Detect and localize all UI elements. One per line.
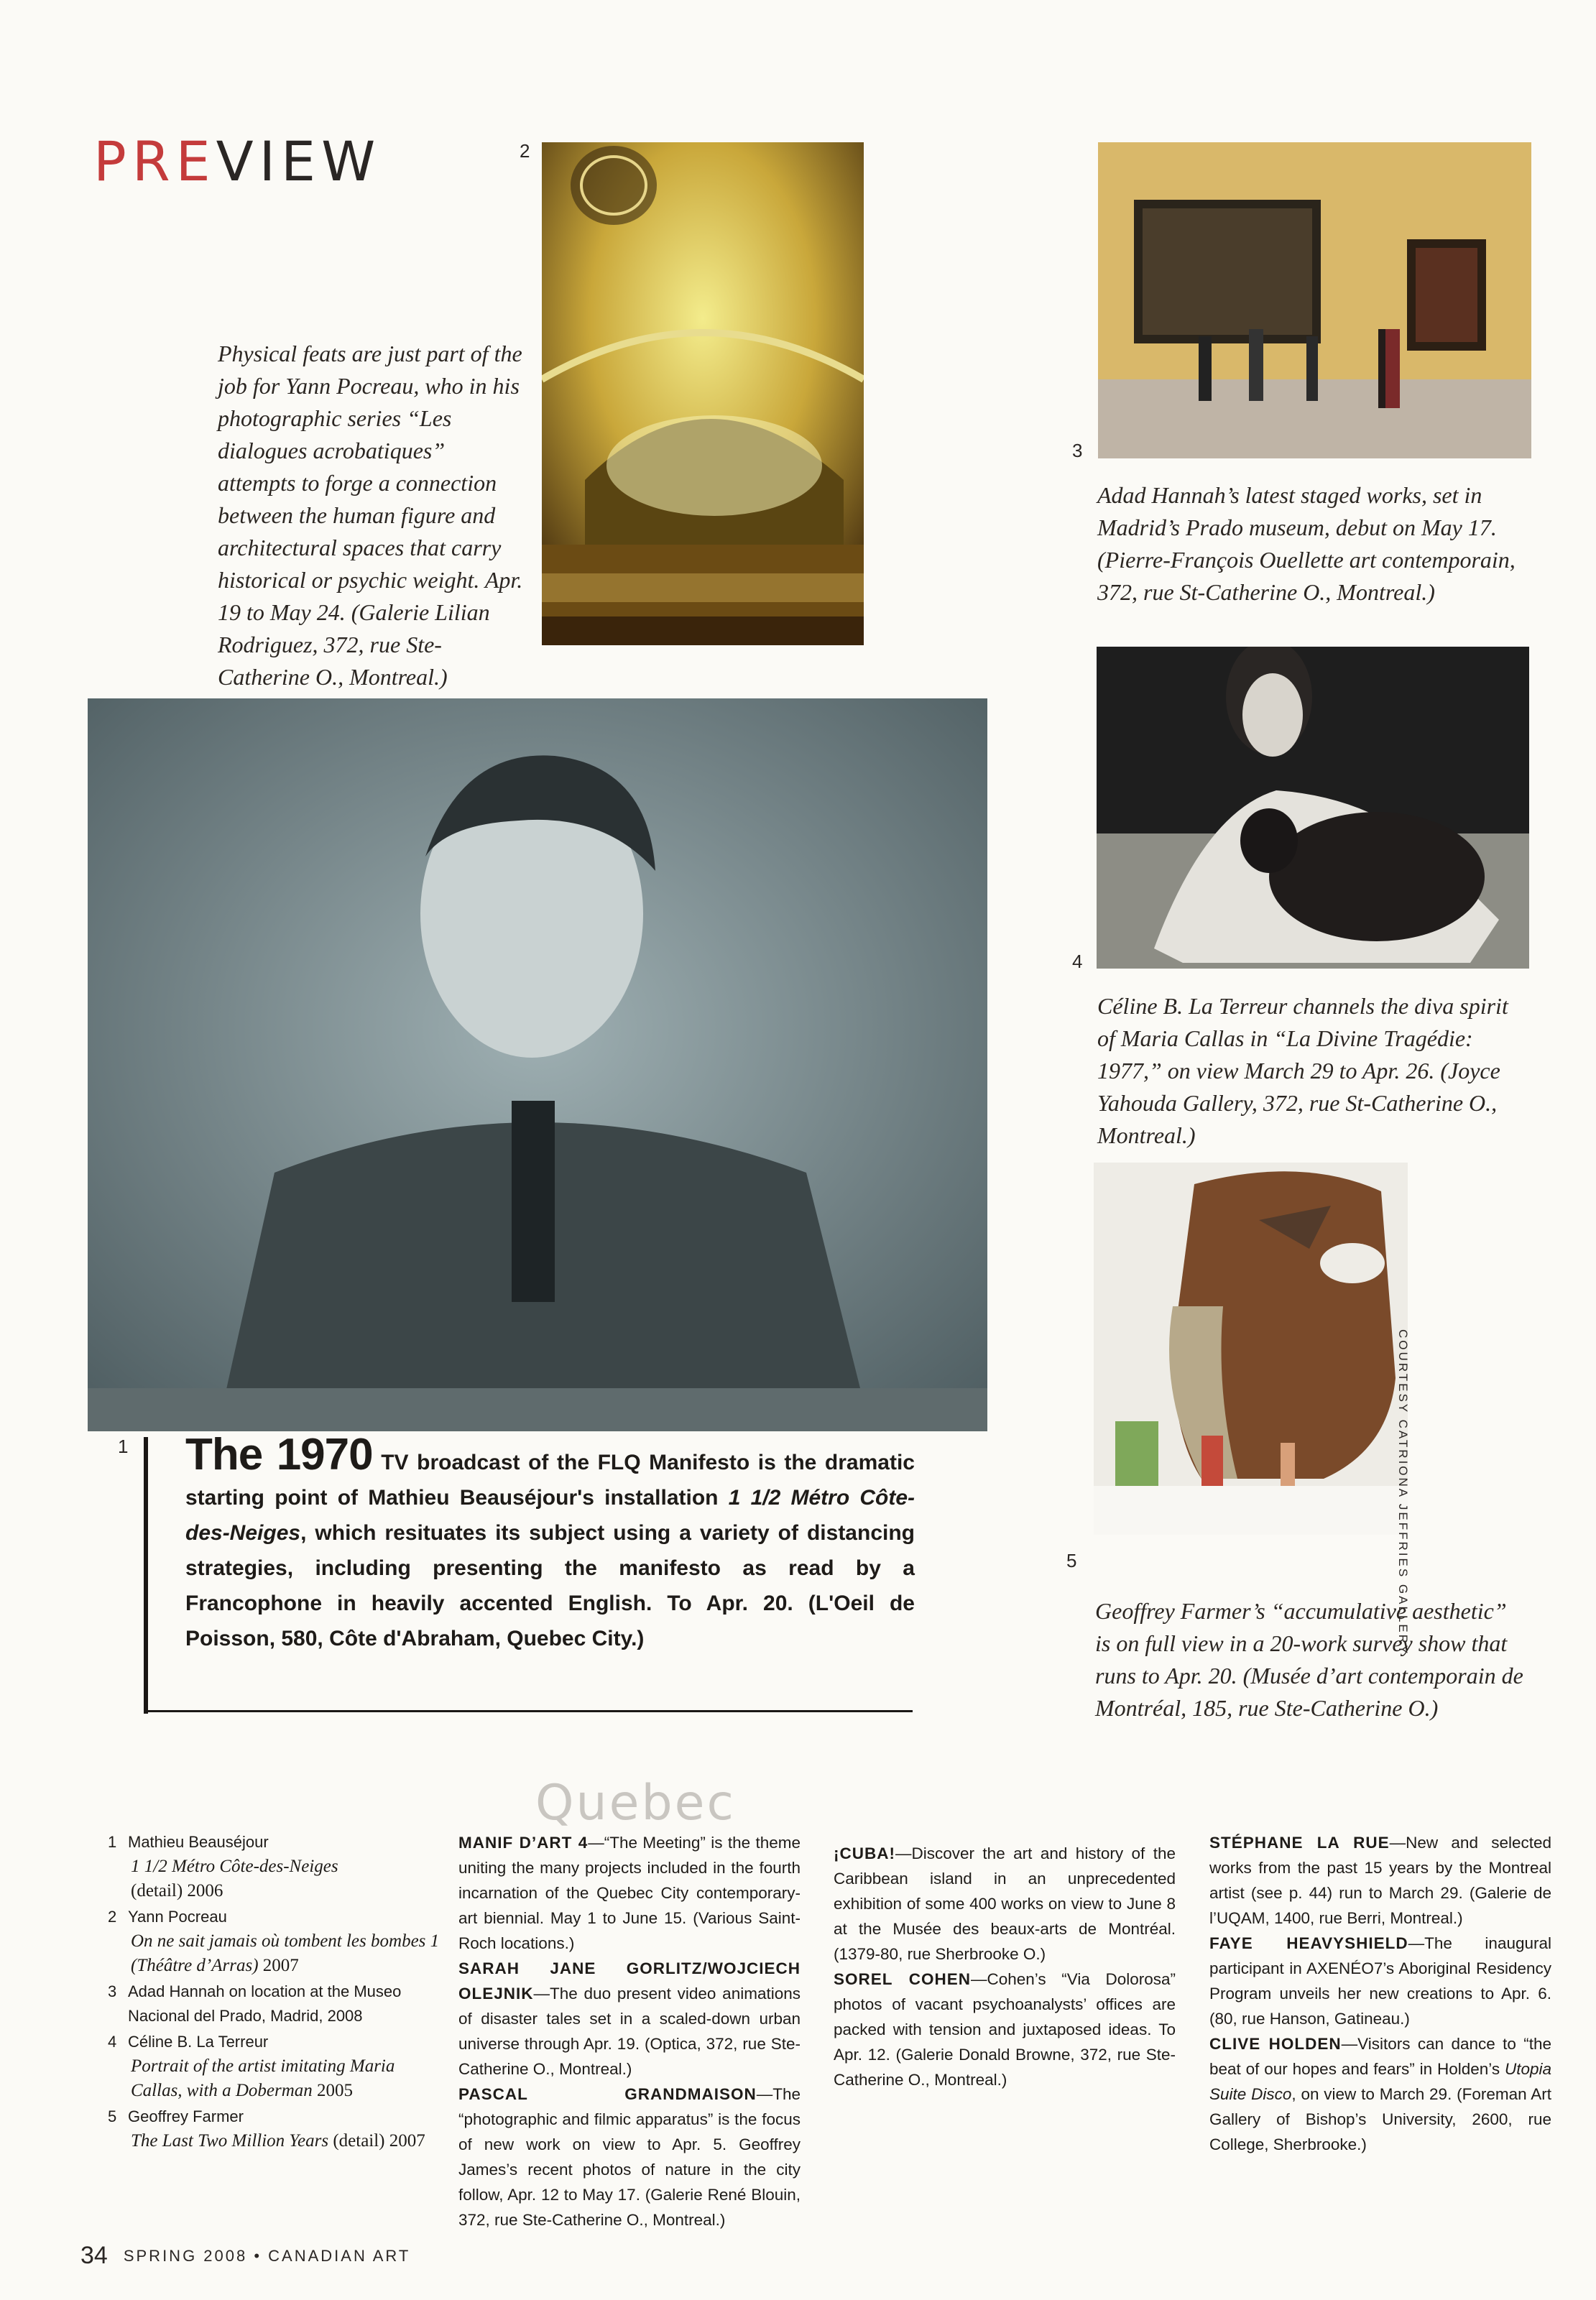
listing-manif-dart: [458, 1830, 801, 1956]
listing-name: STÉPHANE LA RUE: [1209, 1834, 1390, 1852]
listing-text: —Visitors can dance to “the beat of our hopes and fears” in Holden’s: [1209, 2035, 1551, 2078]
figure-4-photo: [1097, 647, 1529, 969]
feature-caption-rule-bottom: [144, 1710, 913, 1712]
credit-item: [108, 1980, 446, 2028]
page-number: 34: [80, 2242, 108, 2269]
credit-work: On ne sait jamais où tombent les bombes 1 (Théâtre d’Arras): [131, 1931, 440, 1975]
listing-cuba: [834, 1841, 1176, 1967]
credit-work: The Last Two Million Years: [131, 2131, 329, 2151]
listing-la-rue: [1209, 1830, 1551, 1931]
listing-grandmaison: [458, 2082, 801, 2232]
feature-caption-rest: , which resituates its subject using a variety of distancing strategies, including presenting the manifesto as read by a Francophone in heavily accented English. To Apr. 20. (L'Oeil de Poisson, 580, Côte d'Abraham, Quebec City.): [185, 1521, 915, 1650]
listing-text: —New and selected works from the past 15 years by the Montreal artist (see p. 44) run to March 29. (Galerie de l’UQAM, 1400, rue Berri, Montreal.): [1209, 1834, 1552, 1927]
credit-work: 1 1/2 Métro Côte-des-Neiges: [131, 1857, 338, 1876]
credit-item: [108, 2105, 446, 2153]
feature-caption-work-title: 1 1/2 Métro Côte-des-Neiges: [185, 1486, 915, 1545]
figure-5-number: 5: [1066, 1550, 1077, 1571]
listing-text: —The duo present video animations of disaster tales set in a scaled-down urban universe through Apr. 19. (Optica, 372, rue Ste-Catherine O., Montreal.): [458, 1985, 801, 2078]
feature-caption: [185, 1430, 915, 1656]
credit-year: 2007: [262, 1956, 299, 1975]
credit-item: [108, 1830, 446, 1903]
listings-column-3: [1209, 1830, 1551, 2157]
listing-name: CLIVE HOLDEN: [1209, 2035, 1342, 2053]
listing-text: —“The Meeting” is the theme uniting the many projects included in the fourth incarnation of the Quebec City contemporary-art biennial. May 1 to June 15. (Various Saint-Roch locations.): [458, 1834, 801, 1952]
listing-text: , on view to March 29. (Foreman Art Gallery of Bishop’s University, 2600, rue College, Sherbrooke.): [1209, 2085, 1552, 2153]
credit-artist: Céline B. La Terreur: [128, 2033, 269, 2051]
image-credits-list: [108, 1830, 446, 2155]
credit-number: 1: [108, 1833, 117, 1851]
credit-artist: Yann Pocreau: [128, 1908, 227, 1926]
photo-credit: COURTESY CATRIONA JEFFRIES GALLERY: [1396, 1329, 1410, 1656]
section-title: [93, 129, 381, 193]
credit-item: [108, 2030, 446, 2103]
credit-artist: Adad Hannah on location at the Museo Nacional del Prado, Madrid, 2008: [128, 1982, 402, 2025]
credit-year: 2005: [317, 2081, 354, 2100]
credit-number: 5: [108, 2107, 117, 2125]
listing-text: —The inaugural participant in AXENÉO7’s Aboriginal Residency Program unveils her new creations to Apr. 6. (80, rue Hanson, Gatineau.): [1209, 1934, 1551, 2028]
listing-sorel-cohen: [834, 1967, 1176, 2092]
figure-5-caption: Geoffrey Farmer’s “accumulative aesthetic” is on full view in a 20-work survey show that runs to Apr. 20. (Musée d’art contemporain de Montréal, 185, rue Ste-Catherine O.): [1095, 1598, 1523, 1721]
listing-name: MANIF D’ART 4: [458, 1834, 589, 1852]
issue-label: SPRING 2008 • CANADIAN ART: [123, 2247, 411, 2265]
credit-number: 3: [108, 1982, 117, 2000]
figure-3-number: 3: [1072, 440, 1083, 461]
credit-number: 2: [108, 1908, 117, 1926]
listing-text: —Cohen’s “Via Dolorosa” photos of vacant psychoanalysts’ offices are packed with tension and juxtaposed ideas. To Apr. 12. (Galerie Donald Browne, 372, rue Ste-Catherine O., Montreal.): [834, 1970, 1176, 2089]
listing-name: ¡CUBA!: [834, 1844, 895, 1862]
page-footer: [80, 2242, 410, 2270]
listing-holden: [1209, 2031, 1551, 2157]
credit-year: (detail) 2007: [333, 2131, 425, 2151]
figure-4-caption: Céline B. La Terreur channels the diva spirit of Maria Callas in “La Divine Tragédie: 1977,” on view March 29 to Apr. 26. (Joyce Yahouda Gallery, 372, rue St-Catherine O., Montreal.): [1097, 993, 1508, 1148]
listings-column-1: [458, 1830, 801, 2232]
listings-column-2: [834, 1841, 1176, 2092]
credit-year: (detail) 2006: [131, 1881, 223, 1900]
listing-name: FAYE HEAVYSHIELD: [1209, 1934, 1408, 1952]
figure-5-photo: [1094, 1163, 1408, 1535]
section-title-part2: VIEW: [216, 129, 382, 193]
credit-number: 4: [108, 2033, 117, 2051]
listing-text: —The “photographic and filmic apparatus” is the focus of new work on view to Apr. 5. Geoffrey James’s recent photos of nature in the city follow, Apr. 12 to May 17. (Galerie René Blouin, 372, rue Ste-Catherine O., Montreal.): [458, 2085, 801, 2229]
figure-2-caption: Physical feats are just part of the job for Yann Pocreau, who in his photographic series “Les dialogues acrobatiques” attempts to forge a connection between the human figure and architectural spaces that carry historical or psychic weight. Apr. 19 to May 24. (Galerie Lilian Rodriguez, 372, rue Ste-Catherine O., Montreal.): [218, 341, 523, 690]
listing-name: PASCAL GRANDMAISON: [458, 2085, 757, 2103]
listing-text: —Discover the art and history of the Caribbean island in an unprecedented exhibition of some 400 works on view to June 8 at the Musée des beaux-arts de Montréal. (1379-80, rue Sherbrooke O.): [834, 1844, 1176, 1963]
section-title-part1: PRE: [93, 129, 216, 193]
credit-work: Portrait of the artist imitating Maria Callas, with a Doberman: [131, 2056, 395, 2100]
figure-4-number: 4: [1072, 951, 1083, 972]
credit-artist: Geoffrey Farmer: [128, 2107, 244, 2125]
figure-3-photo: [1098, 142, 1531, 458]
credit-artist: Mathieu Beauséjour: [128, 1833, 269, 1851]
figure-1-photo: [88, 698, 987, 1431]
listing-work-title: Utopia Suite Disco: [1209, 2060, 1551, 2103]
feature-caption-intro: TV broadcast of the FLQ Manifesto is the dramatic starting point of Mathieu Beauséjour's installation: [185, 1451, 915, 1510]
listing-heavyshield: [1209, 1931, 1551, 2031]
listing-name: SOREL COHEN: [834, 1970, 971, 1988]
figure-3-caption: Adad Hannah’s latest staged works, set in Madrid’s Prado museum, debut on May 17. (Pierre-François Ouellette art contemporain, 372, rue St-Catherine O., Montreal.): [1097, 482, 1516, 605]
credit-item: [108, 1905, 446, 1978]
figure-2-number: 2: [520, 140, 530, 162]
figure-1-number: 1: [118, 1436, 129, 1457]
listing-name: SARAH JANE GORLITZ/WOJCIECH OLEJNIK: [458, 1959, 801, 2003]
listing-gorlitz-olejnik: [458, 1956, 801, 2082]
figure-2-photo: [542, 142, 864, 645]
quebec-heading: Quebec: [535, 1775, 736, 1832]
feature-caption-lead: The 1970: [185, 1430, 373, 1479]
